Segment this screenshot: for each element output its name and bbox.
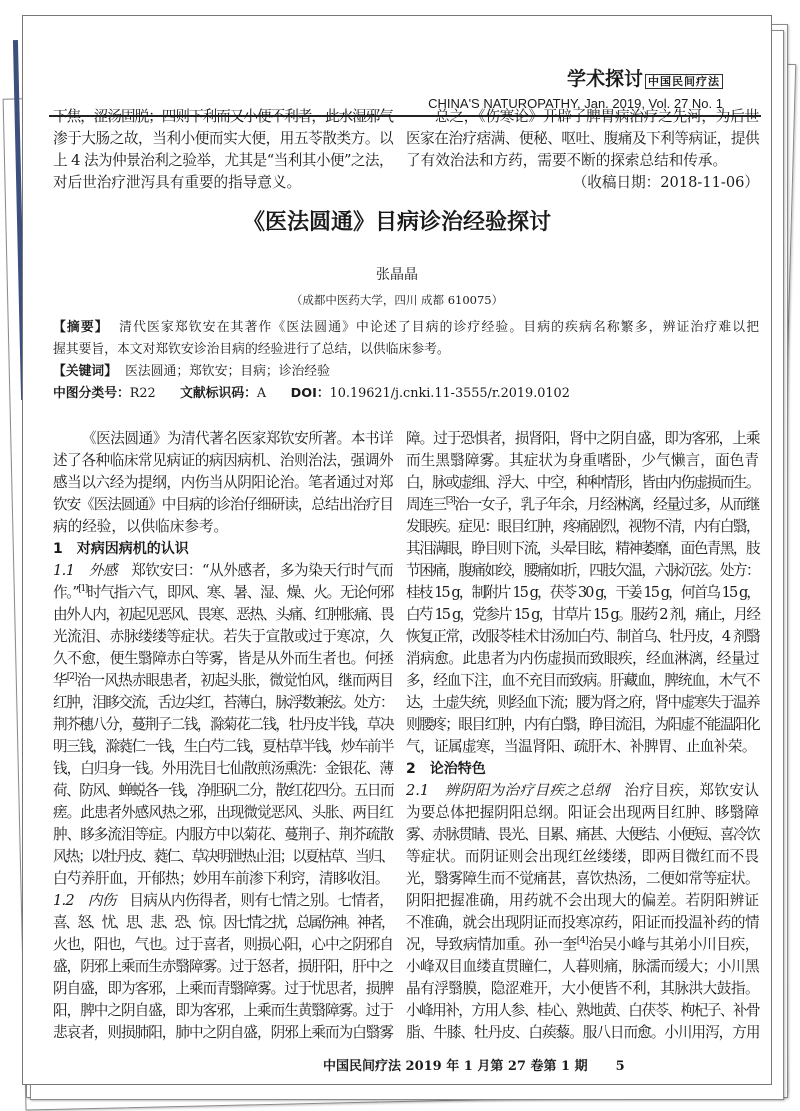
text-line bbox=[53, 978, 393, 1000]
paragraph-text: 恢复正常，改服苓桂术甘汤加白芍、制首乌、牡丹皮，4 剂翳 bbox=[406, 628, 759, 645]
article-title: 《医法圆通》目病诊治经验探讨 bbox=[242, 210, 551, 235]
text-line bbox=[406, 780, 759, 802]
subsection-label: 2.1 辨阴阳为治疗目疾之总纲 bbox=[406, 782, 625, 799]
paragraph-text: 雾、赤脉贯睛、畏光、目累、痛甚、大便结、小便短、喜冷饮 bbox=[406, 826, 759, 843]
text-line bbox=[53, 714, 393, 736]
classification-line bbox=[53, 383, 759, 405]
paragraph-text: 周连三[3]治一女子，乳子年余，月经淋漓，经量过多，从而继 bbox=[406, 496, 759, 513]
text-line: 渗于大肠之故，当利小便而实大便，用五苓散类方。以 bbox=[53, 130, 393, 147]
clc-label: 中图分类号： bbox=[53, 386, 130, 401]
paragraph-text: 悲哀者，则损肺阳，肺中之阴自盛，阴邪上乘而为白翳雾 bbox=[53, 1024, 393, 1041]
paragraph-text: 节困痛，腹痛如绞，腰痛如折，四肢欠温，六脉沉弦。处方： bbox=[406, 562, 759, 579]
text-line bbox=[53, 494, 393, 516]
abstract bbox=[53, 317, 759, 405]
journal-logo: 中国民间疗法 bbox=[645, 74, 723, 89]
paragraph-text: 光，翳雾障生而不觉痛甚，喜饮热汤，二便如常等症状。 bbox=[406, 870, 759, 887]
text-line bbox=[53, 912, 393, 934]
text-line: 对后世治疗泄泻具有重要的指导意义。 bbox=[53, 174, 302, 191]
paragraph-text: 多，经血下注，血不充目而致病。肝藏血，脾统血，木气不 bbox=[406, 672, 760, 689]
doi-label: DOI： bbox=[290, 386, 330, 401]
text-line bbox=[53, 626, 393, 648]
paragraph-text: 明三钱，滁蕤仁一钱，生白芍二钱，夏枯草半钱，炒车前半 bbox=[53, 738, 393, 755]
text-line bbox=[406, 516, 759, 538]
section-label: 学术探讨 bbox=[566, 68, 643, 90]
received-date: （收稿日期：2018-11-06） bbox=[572, 174, 759, 191]
paragraph-text: 红肿，泪眵交流，舌边尖红，苔薄白，脉浮数兼弦。处方： bbox=[53, 694, 393, 711]
paragraph-text: 桂枝 15 g，制附片 15 g，茯苓 30 g，干姜 15 g，何首乌 15 g， bbox=[406, 584, 759, 601]
paragraph-text: 述了各种临床常见病证的病因病机、治则治法，强调外 bbox=[53, 452, 393, 469]
text-line bbox=[406, 472, 759, 494]
paragraph-text: 不准确，就会出现阴证而投寒凉药，阳证而投温补药的情 bbox=[406, 914, 759, 931]
doc-code-label: 文献标识码： bbox=[180, 386, 257, 401]
paragraph-text: 火也，阳也，气也。过于喜者，则损心阳，心中之阴邪自 bbox=[53, 936, 393, 953]
paragraph-text: 为要总体把握阴阳总纲。阳证会出现两目红肿、眵翳障 bbox=[406, 804, 759, 821]
text-line bbox=[406, 1022, 759, 1044]
text-line bbox=[53, 780, 393, 802]
paragraph-text: 喜、怒、忧、思、悲、恐、惊。因七情之扰，总属伤神。神者， bbox=[53, 914, 393, 931]
citation-ref[interactable]: [2] bbox=[66, 672, 77, 683]
citation-ref[interactable]: [3] bbox=[445, 496, 455, 507]
paragraph-text: 盛，阴邪上乘而生赤翳障雾。过于怒者，损肝阳，肝中之 bbox=[53, 958, 393, 975]
text-line bbox=[406, 670, 759, 692]
abstract-line bbox=[53, 317, 759, 339]
paragraph-text: 目病从内伤得者，则有七情之别。七情者， bbox=[129, 892, 393, 909]
paragraph-text: 阳，脾中之阴自盛，即为客邪，上乘而生黄翳障雾。过于 bbox=[53, 1002, 393, 1019]
paragraph-text: 障。过于恐惧者，损肾阳，肾中之阴自盛，即为客邪，上乘 bbox=[406, 430, 760, 447]
running-header bbox=[567, 66, 723, 95]
text-line bbox=[406, 978, 759, 1000]
paragraph-text: 钦安《医法圆通》中目病的诊治仔细研读，总结出治疗目 bbox=[53, 496, 393, 513]
prev-article-right bbox=[406, 106, 759, 194]
paragraph-text: 况，导致病情加重。孙一奎[4]治吴小峰与其弟小川目疾， bbox=[406, 936, 759, 953]
article-author: 张晶晶 bbox=[376, 267, 418, 283]
text-line: 总之，《伤寒论》开辟了脾胃病治疗之先河，为后世 bbox=[435, 108, 759, 125]
paragraph-text: 小峰用补，方用人参、桂心、熟地黄、白茯苓、枸杞子、补骨 bbox=[406, 1002, 759, 1019]
page-number: 5 bbox=[615, 1059, 625, 1074]
article-affiliation: （成都中医药大学，四川 成都 610075） bbox=[290, 293, 504, 307]
footer-journal-issue: 中国民间疗法 2019 年 1 月第 27 卷第 1 期 bbox=[323, 1059, 588, 1074]
text-line bbox=[406, 560, 759, 582]
text-line bbox=[53, 472, 393, 494]
page-footer bbox=[323, 1058, 625, 1076]
text-line bbox=[406, 626, 759, 648]
text-line bbox=[53, 1022, 393, 1044]
citation-ref[interactable]: [4] bbox=[576, 936, 589, 947]
section-heading: 2 论治特色 bbox=[406, 761, 486, 777]
subsection-label: 1.1 外感 bbox=[53, 562, 132, 579]
subsection-label: 1.2 内伤 bbox=[53, 892, 130, 909]
paragraph-text: 白芍养肝血，开郁热；妙用车前渗下利窍，清眵收泪。 bbox=[53, 870, 389, 887]
text-line bbox=[53, 934, 393, 956]
text-line bbox=[406, 1000, 759, 1022]
text-line: 医家在治疗痞满、便秘、呕吐、腹痛及下利等病证，提供 bbox=[406, 130, 759, 147]
text-line bbox=[53, 1000, 393, 1022]
body-right-column bbox=[406, 428, 759, 1044]
text-line bbox=[406, 956, 759, 978]
text-line bbox=[406, 912, 759, 934]
paragraph-text: 晶有浮翳膜，隐涩难开，大小便皆不利，其脉洪大鼓指。 bbox=[406, 980, 759, 997]
paragraph-text: 久不愈，便生翳障赤白等雾，皆是从外而生者也。何拯 bbox=[53, 650, 393, 667]
abstract-label: 【摘要】 bbox=[53, 320, 109, 335]
paragraph-text: 阴自盛，即为客邪，上乘而青翳障雾。过于忧思者，损脾 bbox=[53, 980, 393, 997]
paragraph-text: 发眼疾。症见：眼目红肿，疼痛剧烈，视物不清，内有白翳， bbox=[406, 518, 759, 535]
prev-article-left bbox=[53, 106, 393, 194]
text-line bbox=[53, 450, 393, 472]
text-line bbox=[406, 582, 759, 604]
text-line bbox=[406, 802, 759, 824]
text-line bbox=[406, 890, 759, 912]
text-line bbox=[406, 648, 759, 670]
paragraph-text: 阴阳把握准确，用药就不会出现大的偏差。若阴阳辨证 bbox=[406, 892, 759, 909]
text-line bbox=[53, 516, 393, 538]
doc-code-value: A bbox=[256, 386, 267, 401]
paragraph-text: 脂、牛膝、牡丹皮、白蒺藜。服八日而愈。小川用泻，方用 bbox=[406, 1024, 760, 1041]
section-heading: 1 对病因病机的认识 bbox=[53, 541, 189, 557]
paragraph-text: 肿、眵多流泪等症。内服方中以菊花、蔓荆子、荆芥疏散 bbox=[53, 826, 393, 843]
text-line: 下焦，涩汤固脱；四则下利而又小便不利者，此水湿邪气 bbox=[53, 108, 393, 125]
text-line bbox=[53, 428, 393, 450]
doi-value: 10.19621/j.cnki.11-3555/r.2019.0102 bbox=[329, 386, 570, 401]
text-line bbox=[406, 450, 759, 472]
paragraph-text: 达，土虚失统，则经血下流；腰为肾之府，肾中虚寒失于温养 bbox=[406, 694, 759, 711]
paragraph-text: 其泪满眼，睁目则下流，头晕目眩，精神萎靡，面色青黑，肢 bbox=[406, 540, 759, 557]
text-line bbox=[406, 538, 759, 560]
text-line bbox=[406, 604, 759, 626]
text-line bbox=[406, 494, 759, 516]
paragraph-text: 则腰疼；眼目红肿，内有白翳，睁目流泪，为阳虚不能温阳化 bbox=[406, 716, 759, 733]
paragraph-text: 风热；以牡丹皮、蕤仁、草决明泄热止泪；以夏枯草、当归、 bbox=[53, 848, 394, 865]
citation-ref[interactable]: [1] bbox=[78, 584, 87, 595]
journal-page bbox=[22, 15, 772, 1085]
paragraph-text: 气，证属虚寒，当温肾阳、疏肝木、补脾胃、止血补荣。 bbox=[406, 738, 756, 755]
paragraph-text: 而生黑翳障雾。其症状为身重嗜卧，少气懒言，面色青 bbox=[406, 452, 759, 469]
text-line bbox=[53, 802, 393, 824]
text-line bbox=[406, 428, 759, 450]
text-line bbox=[53, 846, 393, 868]
body-left-column bbox=[53, 428, 393, 1044]
text-line: 上 4 法为仲景治利之验举，尤其是“当利其小便”之法， bbox=[53, 152, 393, 169]
text-line bbox=[53, 692, 393, 714]
text-line bbox=[406, 692, 759, 714]
paragraph-text: 白芍 15 g，党参片 15 g，甘草片 15 g。服药 2 剂，痛止，月经 bbox=[406, 606, 759, 623]
text-line bbox=[53, 758, 393, 780]
paragraph-text: 钱，白归身一钱。外用洗目七仙散煎汤熏洗：金银花、薄 bbox=[53, 760, 393, 777]
paragraph-text: 《医法圆通》为清代著名医家郑钦安所著。本书详 bbox=[82, 430, 393, 447]
text-line bbox=[53, 604, 393, 626]
keywords-label: 【关键词】 bbox=[53, 364, 117, 379]
text-line bbox=[53, 582, 393, 604]
text-line bbox=[53, 890, 393, 912]
paragraph-text: 治疗目疾，郑钦安认 bbox=[624, 782, 759, 799]
text-line bbox=[53, 560, 393, 582]
text-line bbox=[406, 868, 759, 890]
paragraph-text: 作。”[1]时气指六气，即风、寒、暑、湿、燥、火。无论何邪 bbox=[53, 584, 393, 601]
text-line bbox=[53, 956, 393, 978]
paragraph-text: 小峰双目血缕直贯瞳仁，人暮则痛，脉濡而缓大；小川黑 bbox=[406, 958, 759, 975]
text-line bbox=[406, 736, 759, 758]
text-line bbox=[53, 648, 393, 670]
paragraph-text: 郑钦安曰：“从外感者，多为染天行时气而 bbox=[131, 562, 393, 579]
journal-citation: CHINA'S NATUROPATHY, Jan. 2019, Vol. 27 No. 1 bbox=[428, 96, 723, 111]
text-line bbox=[406, 824, 759, 846]
paragraph-text: 病的经验，以供临床参考。 bbox=[53, 518, 229, 535]
text-line bbox=[406, 846, 759, 868]
text-line bbox=[53, 670, 393, 692]
keywords: 医法圆通；郑钦安；目病；诊治经验 bbox=[125, 364, 330, 379]
text-line bbox=[53, 824, 393, 846]
abstract-text: 清代医家郑钦安在其著作《医法圆通》中论述了目病的诊疗经验。目病的疾病名称繁多，辨证治疗难以把 bbox=[119, 320, 760, 335]
text-line bbox=[53, 736, 393, 758]
paragraph-text: 华[2]治一风热赤眼患者，初起头胀，微觉怕风，继而两目 bbox=[53, 672, 393, 689]
text-line bbox=[406, 934, 759, 956]
paragraph-text: 荆芥穗八分，蔓荆子二钱，滁菊花二钱，牡丹皮半钱，草决 bbox=[53, 716, 393, 733]
paragraph-text: 白，脉或虚细、浮大、中空，种种情形，皆由内伤虚损而生。 bbox=[406, 474, 759, 491]
keywords-line bbox=[53, 361, 759, 383]
paragraph-text: 由外人内，初起见恶风、畏寒、恶热、头痛、红肿胀痛、畏 bbox=[53, 606, 393, 623]
paragraph-text: 光流泪、赤脉缕缕等症状。若失于宣散或过于寒凉，久 bbox=[53, 628, 393, 645]
abstract-line bbox=[53, 339, 759, 361]
text-line: 了有效治法和方药，需要不断的探索总结和传承。 bbox=[406, 152, 728, 169]
paragraph-text: 消病愈。此患者为内伤虚损而致眼疾，经血淋漓，经量过 bbox=[406, 650, 759, 667]
paragraph-text: 瘥。此患者外感风热之邪，出现微觉恶风、头胀、两目红 bbox=[53, 804, 393, 821]
paragraph-text: 等症状。而阴证则会出现红丝缕缕，即两目微红而不畏 bbox=[406, 848, 759, 865]
text-line bbox=[406, 714, 759, 736]
clc-value: R22 bbox=[129, 386, 156, 401]
text-line bbox=[53, 868, 393, 890]
abstract-text: 握其要旨，本文对郑钦安诊治目病的经验进行了总结，以供临床参考。 bbox=[53, 342, 450, 357]
paragraph-text: 感当以六经为提纲，内伤当从阴阳论治。笔者通过对郑 bbox=[53, 474, 393, 491]
paragraph-text: 荷、防风、蝉蜕各一钱，净胆矾二分，散红花四分。五日而 bbox=[53, 782, 393, 799]
